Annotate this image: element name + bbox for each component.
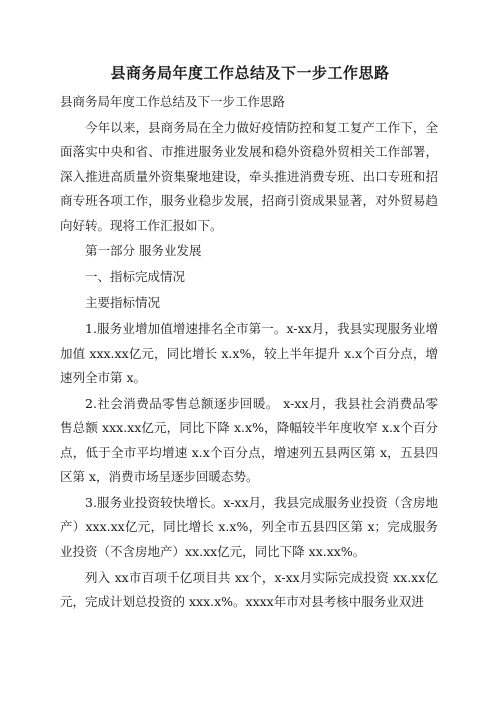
- paragraph: 列入 xx市百项千亿项目共 xx个，x-xx月实际完成投资 xx.xx亿元，完成计划总投资的 xxx.x%。xxxx年市对县考核中服务业双进: [60, 569, 438, 610]
- document-subtitle: 县商务局年度工作总结及下一步工作思路: [60, 94, 286, 109]
- sub-subsection-heading: 主要指标情况: [85, 295, 161, 311]
- section-heading: 第一部分 服务业发展: [85, 243, 202, 259]
- document-body: [60, 90, 438, 616]
- subsection-heading: 一、指标完成情况: [85, 269, 186, 285]
- document-title: 县商务局年度工作总结及下一步工作思路: [110, 64, 390, 82]
- paragraph: 2.社会消费品零售总额逐步回暖。 x-xx月，我县社会消费品零售总额 xxx.xx亿元，同比下降 x.x%，降幅较半年度收窄 x.x个百分点，低于全市平均增速 x.x个百分点，增速列五县两区第 x，五县四区第 x，消费市场呈逐步回暖态势。: [60, 395, 438, 485]
- paragraph: 今年以来，县商务局在全力做好疫情防控和复工复产工作下，全面落实中央和省、市推进服务业发展和稳外资稳外贸相关工作部署，深入推进高质量外资集聚地建设，牵头推进消费专班、出口专班和招商专班各项工作，服务业稳步发展，招商引资成果显著，对外贸易趋向好转。现将工作汇报如下。: [60, 119, 438, 233]
- paragraph: 1.服务业增加值增速排名全市第一。x-xx月，我县实现服务业增加值 xxx.xx亿元，同比增长 x.x%，较上半年提升 x.x个百分点，增速列全市第 x。: [60, 321, 438, 385]
- paragraph: 3.服务业投资较快增长。x-xx月，我县完成服务业投资（含房地产）xxx.xx亿元，同比增长 x.x%，列全市五县四区第 x；完成服务业投资（不含房地产）xx.xx亿元，同比下降 xx.xx%。: [60, 495, 438, 559]
